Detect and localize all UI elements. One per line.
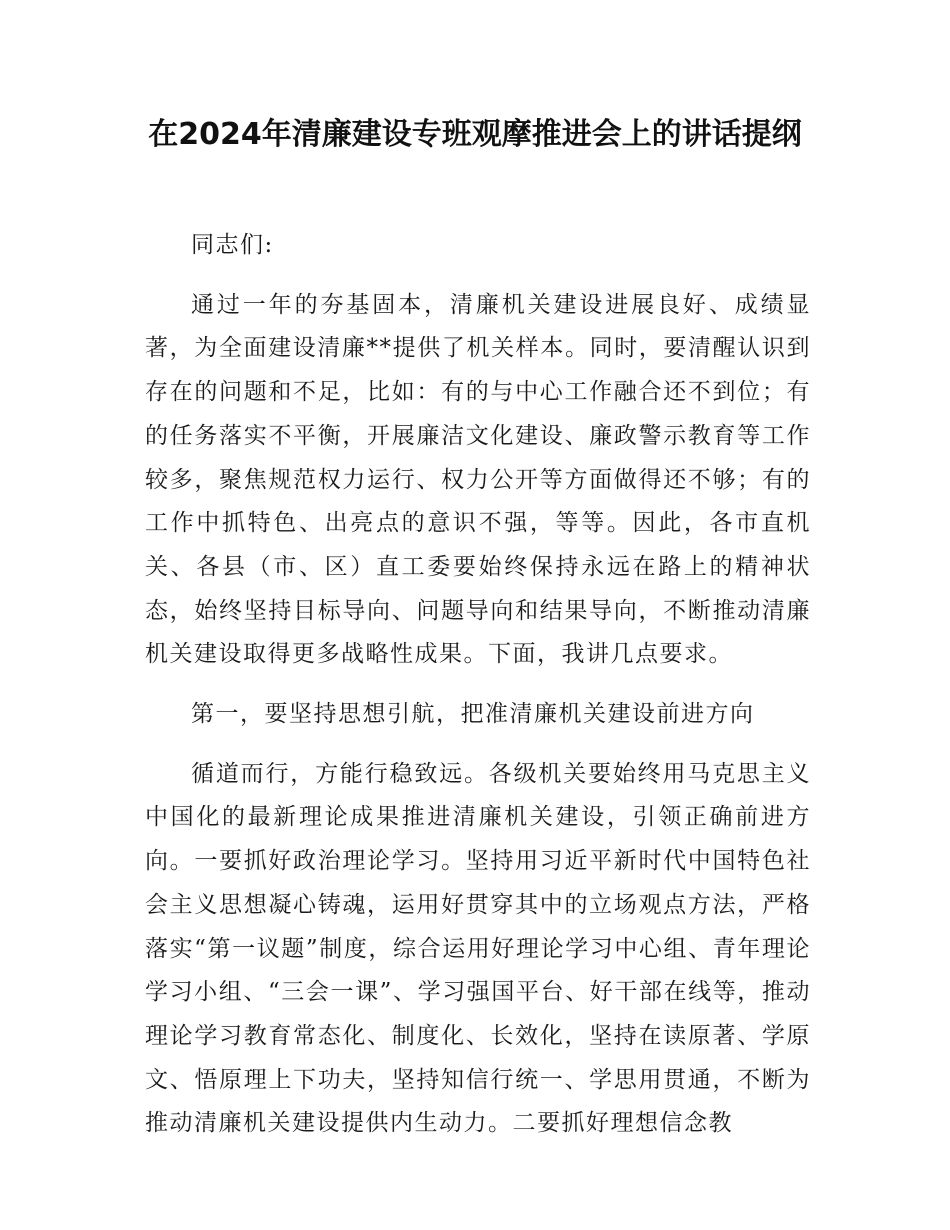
paragraph-intro: 通过一年的夯基固本，清廉机关建设进展良好、成绩显著，为全面建设清廉**提供了机关样本。同时，要清醒认识到存在的问题和不足，比如：有的与中心工作融合还不到位；有的任务落实不平衡，开展廉洁文化建设、廉政警示教育等工作较多，聚焦规范权力运行、权力公开等方面做得还不够；有的工作中抓特色、出亮点的意识不强，等等。因此，各市直机关、各县（市、区）直工委要始终保持永远在路上的精神状态，始终坚持目标导向、问题导向和结果导向，不断推动清廉机关建设取得更多战略性成果。下面，我讲几点要求。: [145, 291, 811, 668]
section-heading-1: 第一，要坚持思想引航，把准清廉机关建设前进方向: [191, 701, 755, 728]
document-title: 在2024年清廉建设专班观摩推进会上的讲话提纲: [148, 117, 802, 152]
document-body: [145, 224, 811, 1146]
paragraph-section-1: 循道而行，方能行稳致远。各级机关要始终用马克思主义中国化的最新理论成果推进清廉机关建设，引领正确前进方向。一要抓好政治理论学习。坚持用习近平新时代中国特色社会主义思想凝心铸魂，运用好贯穿其中的立场观点方法，严格落实“第一议题”制度，综合运用好理论学习中心组、青年理论学习小组、“三会一课”、学习强国平台、好干部在线等，推动理论学习教育常态化、制度化、长效化，坚持在读原著、学原文、悟原理上下功夫，坚持知信行统一、学思用贯通，不断为推动清廉机关建设提供内生动力。二要抓好理想信念教: [145, 760, 811, 1137]
salutation: 同志们:: [191, 232, 274, 258]
